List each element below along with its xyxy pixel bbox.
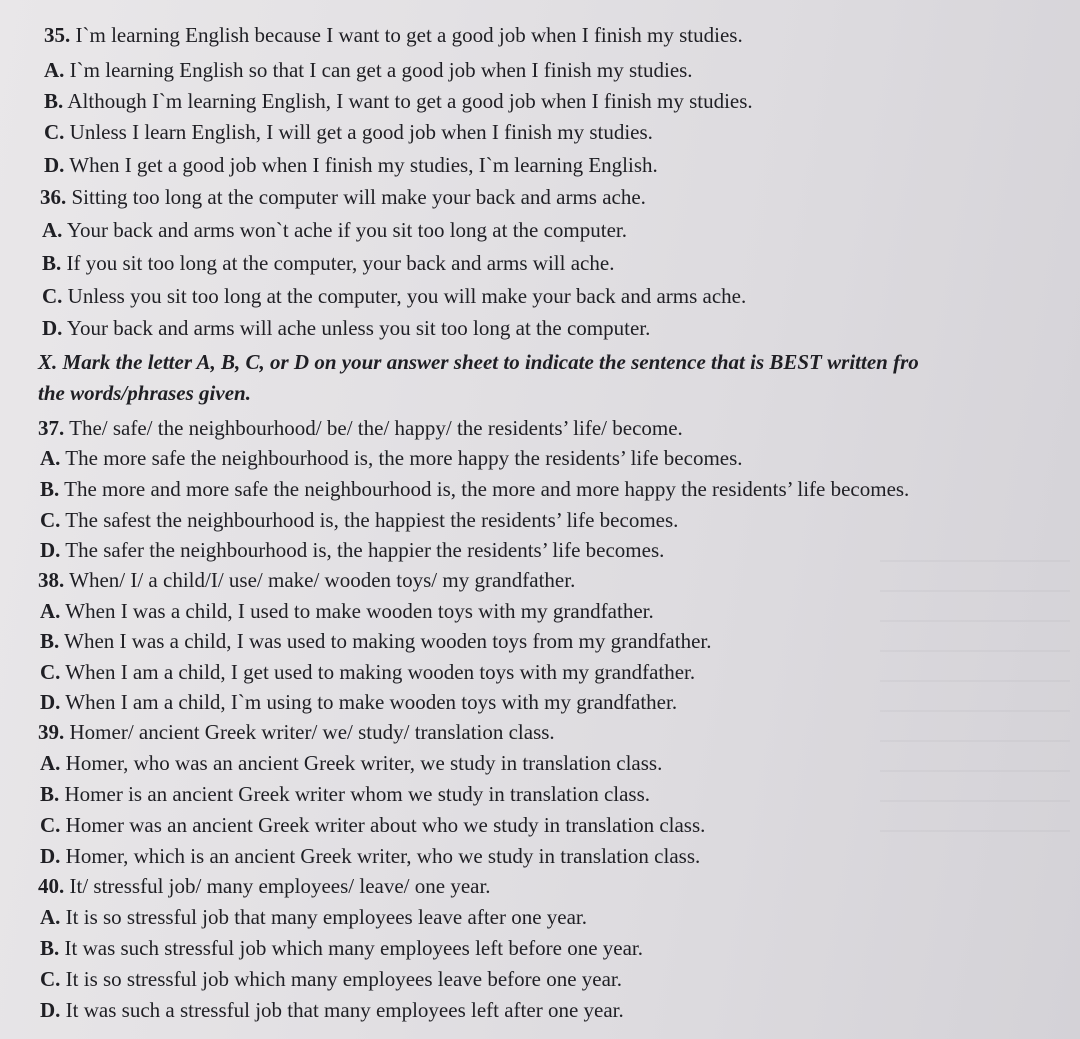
option-letter: D. bbox=[40, 844, 61, 868]
option-letter: A. bbox=[44, 58, 65, 82]
question-39-stem bbox=[38, 717, 555, 747]
option-letter: C. bbox=[40, 813, 61, 837]
option-text: The more and more safe the neighbourhood is, the more and more happy the residents’ life becomes. bbox=[64, 477, 910, 501]
option-letter: B. bbox=[44, 89, 64, 113]
question-36-option-c[interactable] bbox=[42, 281, 746, 311]
option-letter: A. bbox=[40, 446, 61, 470]
question-35-option-a[interactable] bbox=[44, 55, 693, 85]
question-37-option-d[interactable] bbox=[40, 535, 664, 565]
question-stem-text: When/ I/ a child/I/ use/ make/ wooden toys/ my grandfather. bbox=[69, 568, 576, 592]
question-39-option-d[interactable] bbox=[40, 841, 700, 871]
option-letter: C. bbox=[42, 284, 63, 308]
option-letter: C. bbox=[40, 967, 61, 991]
question-stem-text: The/ safe/ the neighbourhood/ be/ the/ happy/ the residents’ life/ become. bbox=[69, 416, 683, 440]
option-text: Homer, who was an ancient Greek writer, we study in translation class. bbox=[65, 751, 663, 775]
option-text: The safest the neighbourhood is, the happiest the residents’ life becomes. bbox=[65, 508, 679, 532]
question-number: 36. bbox=[40, 185, 67, 209]
question-38-option-d[interactable] bbox=[40, 687, 677, 717]
option-letter: D. bbox=[40, 690, 61, 714]
question-37-option-b[interactable] bbox=[40, 474, 909, 504]
option-letter: B. bbox=[40, 936, 60, 960]
section-x-instruction-line1 bbox=[38, 347, 919, 377]
option-text: The safer the neighbourhood is, the happier the residents’ life becomes. bbox=[65, 538, 665, 562]
option-text: When I was a child, I was used to making wooden toys from my grandfather. bbox=[64, 629, 712, 653]
option-text: When I was a child, I used to make wooden toys with my grandfather. bbox=[65, 599, 654, 623]
section-instruction-text: Mark the letter A, B, C, or D on your answer sheet to indicate the sentence that is BEST written fro bbox=[62, 350, 919, 374]
option-text: It is so stressful job which many employees leave before one year. bbox=[65, 967, 623, 991]
option-text: Although I`m learning English, I want to get a good job when I finish my studies. bbox=[67, 89, 753, 113]
option-letter: D. bbox=[42, 316, 63, 340]
question-35-stem bbox=[44, 20, 743, 50]
paper-show-through bbox=[880, 560, 1070, 860]
option-letter: B. bbox=[42, 251, 62, 275]
question-38-option-b[interactable] bbox=[40, 626, 711, 656]
option-letter: A. bbox=[40, 599, 61, 623]
section-instruction-text: the words/phrases given. bbox=[38, 381, 251, 405]
option-letter: D. bbox=[40, 998, 61, 1022]
question-number: 39. bbox=[38, 720, 65, 744]
question-36-option-a[interactable] bbox=[42, 215, 627, 245]
option-text: It is so stressful job that many employees leave after one year. bbox=[65, 905, 588, 929]
question-stem-text: Homer/ ancient Greek writer/ we/ study/ translation class. bbox=[69, 720, 555, 744]
option-text: When I get a good job when I finish my studies, I`m learning English. bbox=[69, 153, 658, 177]
question-stem-text: Sitting too long at the computer will make your back and arms ache. bbox=[71, 185, 646, 209]
question-stem-text: I`m learning English because I want to get a good job when I finish my studies. bbox=[75, 23, 743, 47]
option-letter: C. bbox=[44, 120, 65, 144]
question-35-option-b[interactable] bbox=[44, 86, 753, 116]
question-number: 38. bbox=[38, 568, 65, 592]
question-39-option-c[interactable] bbox=[40, 810, 705, 840]
question-38-stem bbox=[38, 565, 575, 595]
option-letter: C. bbox=[40, 508, 61, 532]
option-letter: D. bbox=[44, 153, 65, 177]
question-40-option-d[interactable] bbox=[40, 995, 624, 1025]
option-letter: C. bbox=[40, 660, 61, 684]
option-text: I`m learning English so that I can get a good job when I finish my studies. bbox=[69, 58, 693, 82]
question-35-option-d[interactable] bbox=[44, 150, 658, 180]
question-40-option-a[interactable] bbox=[40, 902, 587, 932]
question-stem-text: It/ stressful job/ many employees/ leave/ one year. bbox=[69, 874, 491, 898]
option-letter: D. bbox=[40, 538, 61, 562]
question-number: 37. bbox=[38, 416, 65, 440]
option-letter: B. bbox=[40, 477, 60, 501]
question-35-option-c[interactable] bbox=[44, 117, 653, 147]
option-letter: B. bbox=[40, 782, 60, 806]
option-text: Your back and arms will ache unless you sit too long at the computer. bbox=[66, 316, 651, 340]
question-38-option-a[interactable] bbox=[40, 596, 654, 626]
option-text: Homer, which is an ancient Greek writer, who we study in translation class. bbox=[65, 844, 701, 868]
option-text: The more safe the neighbourhood is, the more happy the residents’ life becomes. bbox=[65, 446, 743, 470]
question-36-stem bbox=[40, 182, 646, 212]
option-text: When I am a child, I get used to making wooden toys with my grandfather. bbox=[65, 660, 696, 684]
question-39-option-a[interactable] bbox=[40, 748, 662, 778]
option-text: Homer was an ancient Greek writer about who we study in translation class. bbox=[65, 813, 706, 837]
question-36-option-d[interactable] bbox=[42, 313, 650, 343]
option-letter: A. bbox=[40, 751, 61, 775]
question-40-stem bbox=[38, 871, 491, 901]
option-text: When I am a child, I`m using to make wooden toys with my grandfather. bbox=[65, 690, 678, 714]
question-number: 35. bbox=[44, 23, 71, 47]
option-letter: A. bbox=[40, 905, 61, 929]
option-text: Homer is an ancient Greek writer whom we study in translation class. bbox=[64, 782, 651, 806]
question-40-option-b[interactable] bbox=[40, 933, 643, 963]
option-text: It was such stressful job which many employees left before one year. bbox=[64, 936, 644, 960]
option-text: Unless you sit too long at the computer, you will make your back and arms ache. bbox=[67, 284, 747, 308]
question-37-option-c[interactable] bbox=[40, 505, 678, 535]
section-label: X. bbox=[38, 350, 58, 374]
option-text: If you sit too long at the computer, your back and arms will ache. bbox=[66, 251, 615, 275]
option-letter: A. bbox=[42, 218, 63, 242]
option-text: Unless I learn English, I will get a good job when I finish my studies. bbox=[69, 120, 653, 144]
question-38-option-c[interactable] bbox=[40, 657, 695, 687]
question-36-option-b[interactable] bbox=[42, 248, 614, 278]
section-x-instruction-line2 bbox=[38, 378, 251, 408]
option-letter: B. bbox=[40, 629, 60, 653]
option-text: It was such a stressful job that many employees left after one year. bbox=[65, 998, 624, 1022]
question-39-option-b[interactable] bbox=[40, 779, 650, 809]
question-37-option-a[interactable] bbox=[40, 443, 743, 473]
option-text: Your back and arms won`t ache if you sit too long at the computer. bbox=[66, 218, 627, 242]
question-40-option-c[interactable] bbox=[40, 964, 622, 994]
question-37-stem bbox=[38, 413, 683, 443]
question-number: 40. bbox=[38, 874, 65, 898]
